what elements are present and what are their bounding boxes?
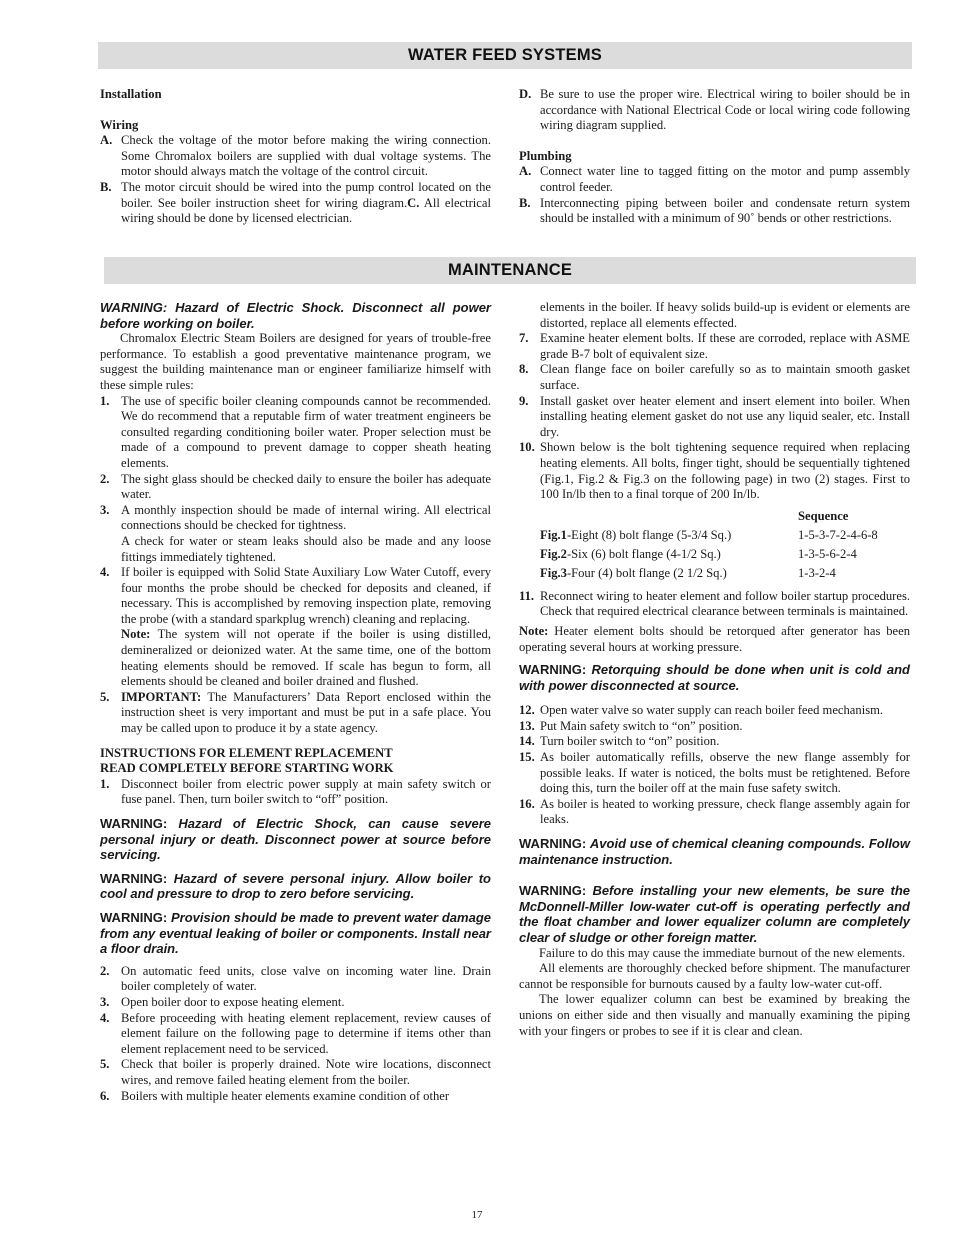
section-title-text: WATER FEED SYSTEMS <box>408 45 602 64</box>
step-9: 9. Install gasket over heater element and insert element into boiler. When installing heating element gasket do not use any liquid sealer, etc. Install dry. <box>519 393 910 439</box>
step-6: 6. Boilers with multiple heater elements examine condition of other <box>100 1088 450 1103</box>
wiring-item-a: A. Check the voltage of the motor before making the wiring connection. Some Chromalox boilers are supplied with dual voltage systems. The motor should always match the voltage of the control circuit. <box>100 133 491 179</box>
warning-chemical-cleaning: WARNING: Avoid use of chemical cleaning compounds. Follow maintenance instruction. <box>519 836 910 867</box>
step-16: 16. As boiler is heated to working pressure, check flange assembly again for leaks. <box>519 796 910 827</box>
warning-cool-down: WARNING: Hazard of severe personal injury. Allow boiler to cool and pressure to drop to zero before servicing. <box>100 870 491 902</box>
warning-water-damage: WARNING: Provision should be made to prevent water damage from any eventual leaking of boiler or components. Install near a floor drain. <box>100 909 491 957</box>
rule-5: 5. IMPORTANT: The Manufacturers’ Data Report enclosed within the instruction sheet is very important and must be put in a safe place. You may be called upon to produce it by a state agency. <box>100 689 491 736</box>
wiring-heading: Wiring <box>100 117 139 132</box>
step-4: 4. Before proceeding with heating element replacement, review causes of element failure on the following page to determine if items other than element replacement need to be serviced. <box>100 1010 491 1056</box>
warning-electric-shock: WARNING: Hazard of Electric Shock. Disconnect all power before working on boiler. <box>100 300 491 331</box>
step-13: 13. Put Main safety switch to “on” position. <box>519 718 743 733</box>
rule-2: 2. The sight glass should be checked daily to ensure the boiler has adequate water. <box>100 471 491 502</box>
rule-4-note: Note: The system will not operate if the boiler is using distilled, demineralized or deionized water. At the same time, one of the bottom heating elements should be removed. If scale has begun to form, all elements should be cleaned and boiler drained and flushed. <box>121 627 491 689</box>
element-replacement-heading: INSTRUCTIONS FOR ELEMENT REPLACEMENT <box>100 745 393 760</box>
step-5: 5. Check that boiler is properly drained. Note wire locations, disconnect wires, and remove failed heating element from the boiler. <box>100 1057 491 1087</box>
maintenance-intro: Chromalox Electric Steam Boilers are designed for years of trouble-free performance. To establish a good preventative maintenance program, we suggest the building maintenance man or engineer familiarize himself with these simple rules: <box>100 331 491 392</box>
closing-paragraph: Failure to do this may cause the immediate burnout of the new elements. <box>539 945 906 960</box>
step-11: 11. Reconnect wiring to heater element and follow boiler startup procedures. Check that required electrical clearance between terminals is maintained. <box>519 588 910 619</box>
plumbing-heading: Plumbing <box>519 148 572 163</box>
step-7: 7. Examine heater element bolts. If these are corroded, replace with ASME grade B-7 bolt of equivalent size. <box>519 331 910 361</box>
closing-paragraph: The lower equalizer column can best be examined by breaking the unions on either side and then visually and manually examining the piping with your fingers or probes to see if it is clear and clean. <box>519 992 910 1038</box>
wiring-item-c-label: C. <box>407 195 420 210</box>
rule-3: 3. A monthly inspection should be made of internal wiring. All electrical connections should be checked for tightness. <box>100 502 491 533</box>
section-title-maintenance <box>104 257 916 284</box>
step-8: 8. Clean flange face on boiler carefully so as to maintain smooth gasket surface. <box>519 362 910 392</box>
rule-3-leak-check: A check for water or steam leaks should also be made and any loose fittings immediately tightened. <box>121 533 491 564</box>
maintenance-left-column <box>100 300 491 1104</box>
sequence-row: Fig.3-Four (4) bolt flange (2 1/2 Sq.) 1-3-2-4 <box>540 565 836 580</box>
rule-4: 4. If boiler is equipped with Solid State Auxiliary Low Water Cutoff, every four months the probe should be checked for deposits and cleaned, if necessary. This is accomplished by removing inspection plate, removing the probe (with a standard sparkplug wrench) cleaning and replacing. <box>100 565 491 626</box>
rule-1: 1. The use of specific boiler cleaning compounds cannot be recommended. We do recommend that a reputable firm of water treatment engineers be consulted regarding conditioning boiler water. Proper selection must be made of a compound to prevent damage to copper sheath heating elements. <box>100 393 491 470</box>
step-10: 10. Shown below is the bolt tightening sequence required when replacing heating elements. All bolts, finger tight, should be sequentially tightened (Fig.1, Fig.2 & Fig.3 on the following page) in two (2) stages. First to 100 In/lb then to a final torque of 200 In/lb. <box>519 440 910 502</box>
sequence-row: Fig.1-Eight (8) bolt flange (5-3/4 Sq.) 1-5-3-7-2-4-6-8 <box>540 527 878 542</box>
wiring-item-d: D. Be sure to use the proper wire. Electrical wiring to boiler should be in accordance with National Electrical Code or local wiring code following wiring diagram supplied. <box>519 87 910 133</box>
warning-low-water-cutoff: WARNING: Before installing your new elements, be sure the McDonnell-Miller low-water cut-off is operating perfectly and the float chamber and lower equalizer column are completely clear of sludge or other foreign matter. <box>519 883 910 945</box>
step-15: 15. As boiler automatically refills, observe the new flange assembly for possible leaks. If water is noticed, the bolts must be retightened. Before doing this, turn the boiler off at the main fuse safety switch. <box>519 750 910 796</box>
sequence-header: Sequence <box>798 508 849 523</box>
section-title-text: MAINTENANCE <box>447 260 573 279</box>
retorque-note: Note: Heater element bolts should be retorqued after generator has been operating several hours at working pressure. <box>519 623 910 654</box>
sequence-row: Fig.2-Six (6) bolt flange (4-1/2 Sq.) 1-3-5-6-2-4 <box>540 546 857 561</box>
maintenance-right-column <box>519 300 910 1039</box>
closing-paragraph: All elements are thoroughly checked before shipment. The manufacturer cannot be responsible for burnouts caused by a faulty low-water cut-off. <box>519 961 910 991</box>
step-1: 1. Disconnect boiler from electric power supply at main safety switch or fuse panel. Then, turn boiler switch to “off” position. <box>100 776 491 807</box>
warning-retorque: WARNING: Retorquing should be done when unit is cold and with power disconnected at source. <box>519 662 910 693</box>
bolt-sequence-table <box>540 509 878 585</box>
installation-heading: Installation <box>100 87 162 101</box>
read-completely-heading: READ COMPLETELY BEFORE STARTING WORK <box>100 761 394 776</box>
warning-shock-servicing: WARNING: Hazard of Electric Shock, can cause severe personal injury or death. Disconnect power at source before servicing. <box>100 816 491 863</box>
wiring-item-b: B. The motor circuit should be wired into the pump control located on the boiler. See boiler instruction sheet for wiring diagram.C. All electrical wiring should be done by licensed electrician. <box>100 179 491 226</box>
step-12: 12. Open water valve so water supply can reach boiler feed mechanism. <box>519 703 884 718</box>
step-14: 14. Turn boiler switch to “on” position. <box>519 734 720 749</box>
page-number: 17 <box>471 1209 483 1221</box>
water-feed-left-column <box>100 87 491 227</box>
plumbing-item-a: A. Connect water line to tagged fitting on the motor and pump assembly control feeder. <box>519 164 910 194</box>
water-feed-right-column <box>519 87 910 227</box>
step-3: 3. Open boiler door to expose heating element. <box>100 994 345 1009</box>
sequence-header-row <box>540 509 878 528</box>
plumbing-item-b: B. Interconnecting piping between boiler and condensate return system should be installed with a minimum of 90˚ bends or other restrictions. <box>519 195 910 226</box>
step-6-continued: elements in the boiler. If heavy solids build-up is evident or elements are distorted, replace all elements effected. <box>540 300 910 330</box>
section-title-water-feed <box>98 42 912 69</box>
step-2: 2. On automatic feed units, close valve on incoming water line. Drain boiler completely of water. <box>100 963 491 994</box>
